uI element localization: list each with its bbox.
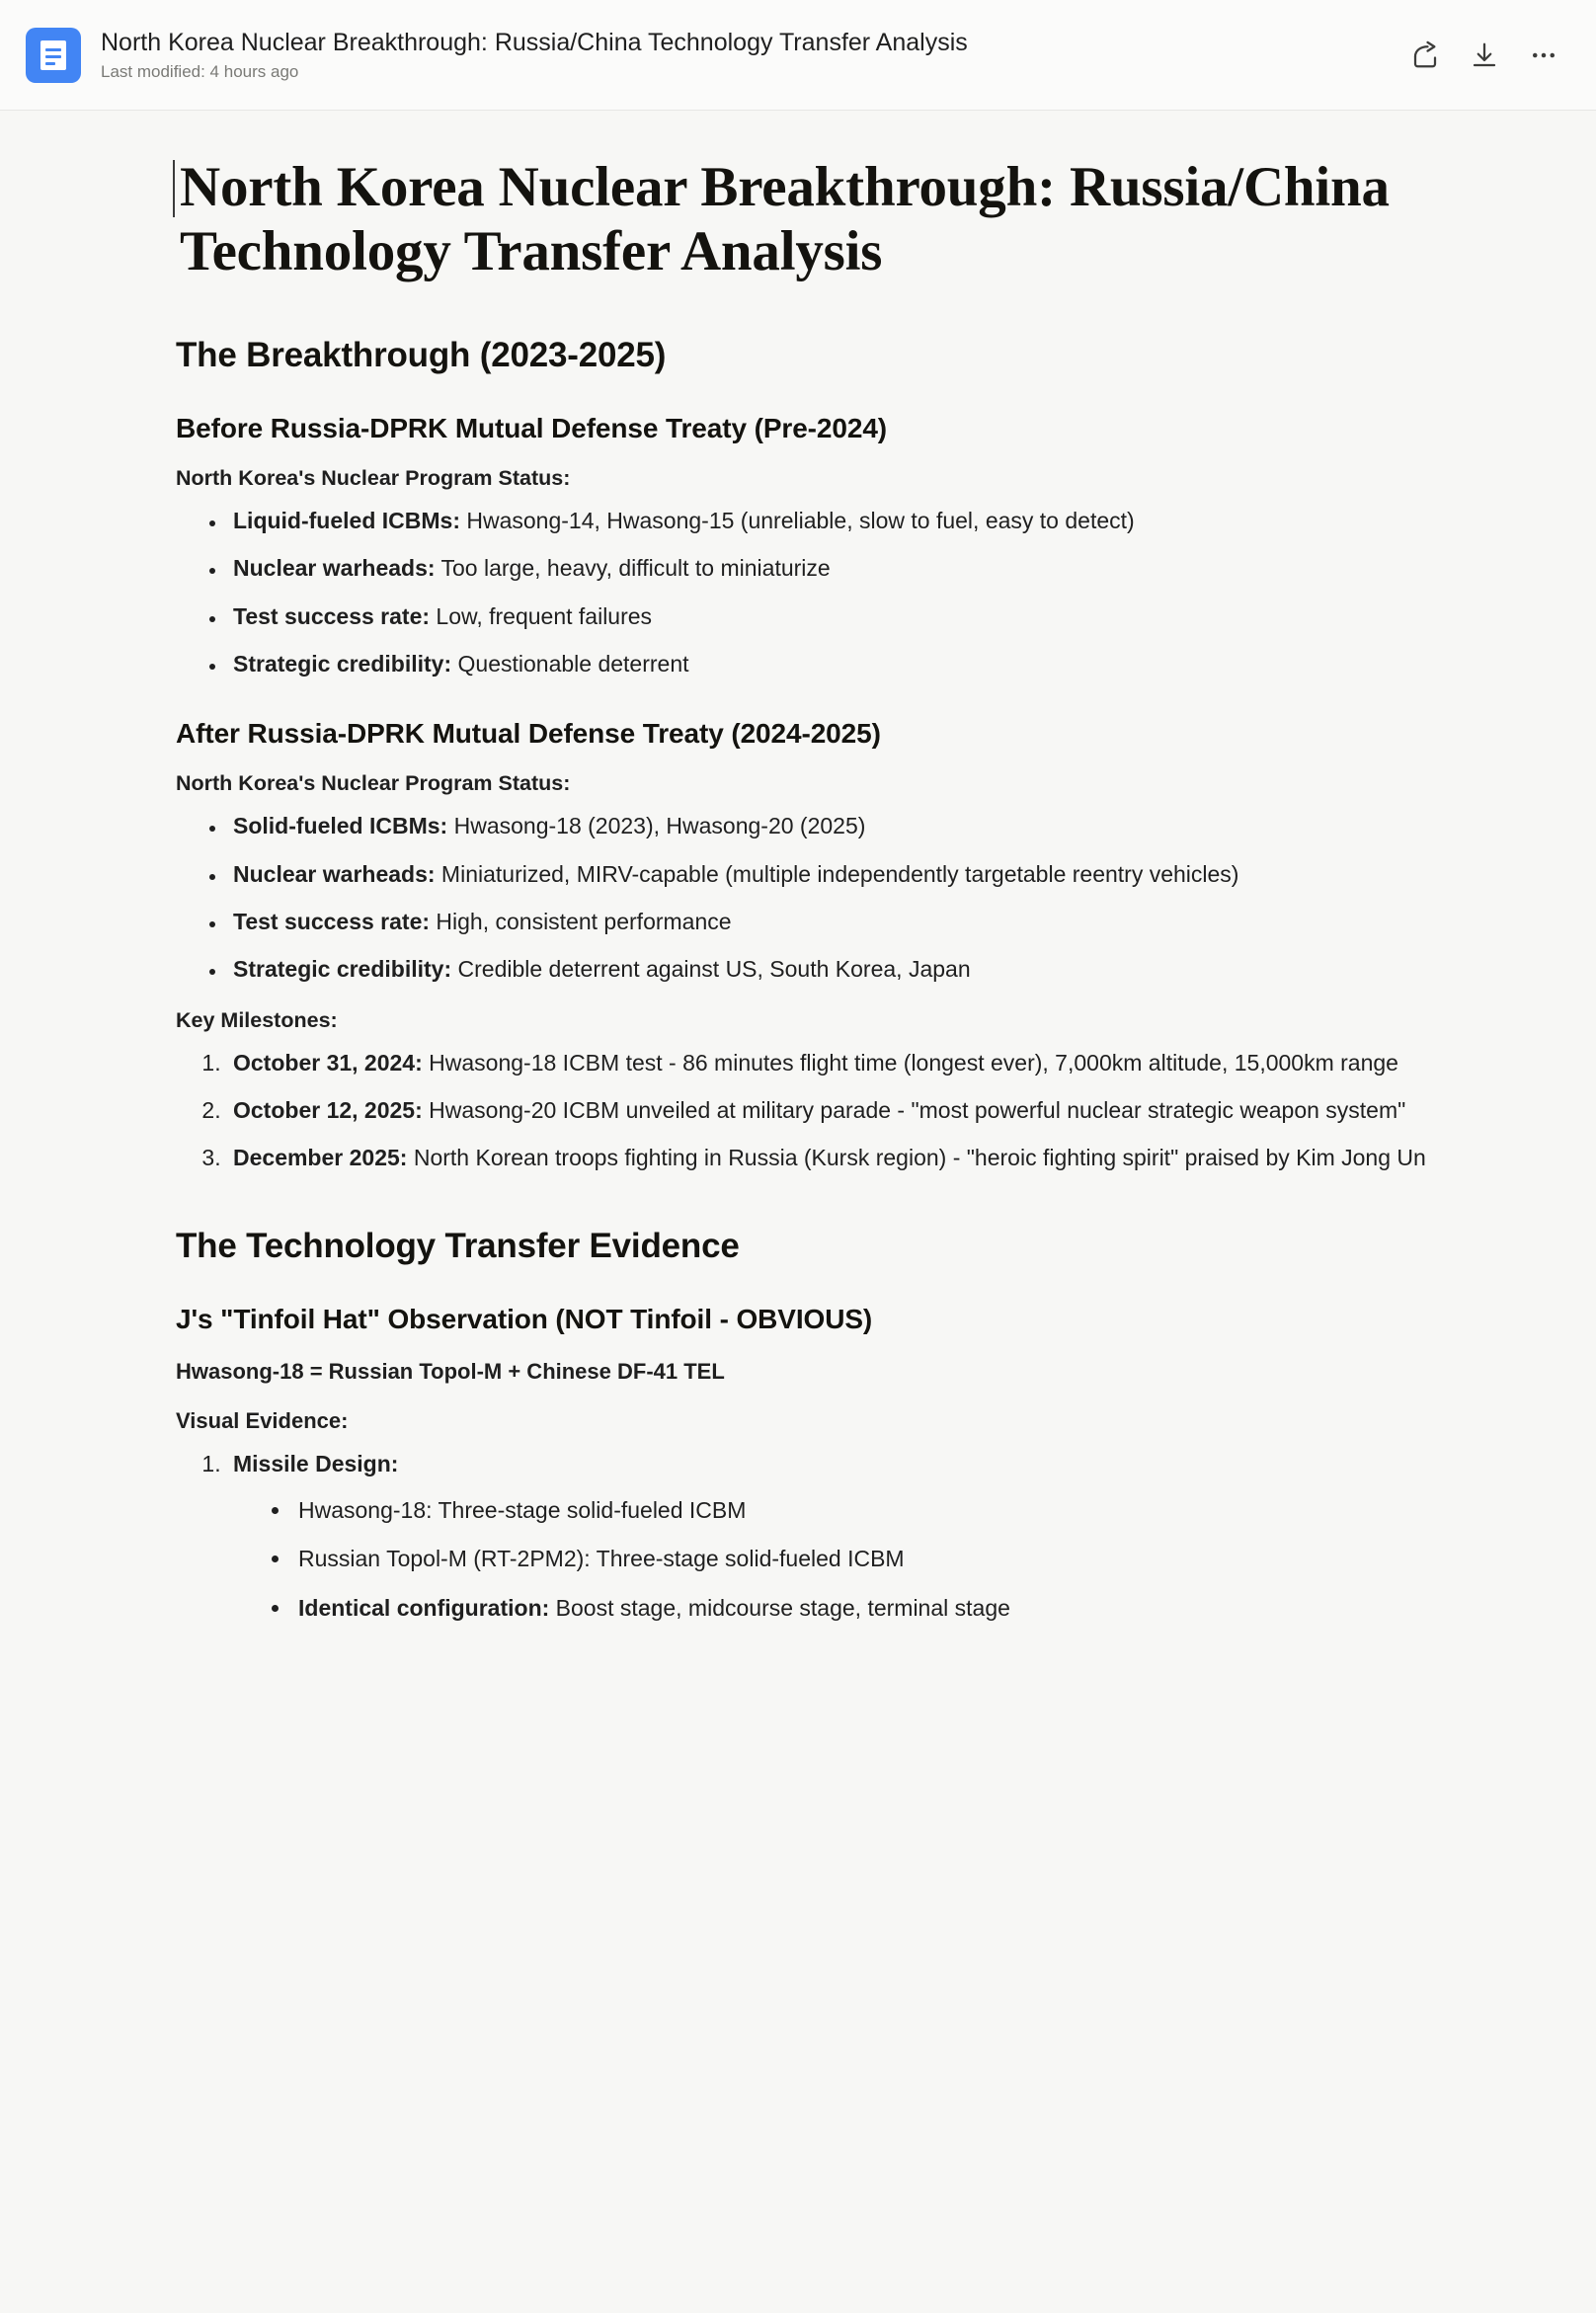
list-item-text: Miniaturized, MIRV-capable (multiple independently targetable reentry vehicles) [435, 860, 1239, 887]
subheading-after-treaty: After Russia-DPRK Mutual Defense Treaty (2024-2025) [176, 718, 881, 750]
section-heading-technology-transfer: The Technology Transfer Evidence [176, 1226, 740, 1265]
list-item-text: High, consistent performance [430, 909, 732, 934]
list-key-milestones [176, 1047, 1519, 1175]
list-item [292, 1494, 1519, 1527]
list-item [227, 552, 1519, 585]
list-item [227, 600, 1519, 633]
list-item-text: Credible deterrent against US, South Korea, Japan [451, 956, 971, 983]
list-item [227, 1094, 1519, 1127]
list-item-label: Liquid-fueled ICBMs: [233, 507, 460, 533]
nested-list-missile-design [233, 1494, 1519, 1625]
subheading-tinfoil-observation: J's "Tinfoil Hat" Observation (NOT Tinfoil - OBVIOUS) [176, 1303, 873, 1334]
google-docs-icon [26, 28, 81, 83]
lead-before-status: North Korea's Nuclear Program Status: [176, 465, 571, 490]
list-item-label: Nuclear warheads: [233, 555, 436, 582]
list-item [292, 1592, 1519, 1625]
list-item [227, 953, 1519, 986]
list-before-status [176, 505, 1519, 680]
list-visual-evidence [176, 1448, 1519, 1625]
list-item-text: Hwasong-18 ICBM test - 86 minutes flight time (longest ever), 7,000km altitude, 15,000km range [422, 1049, 1398, 1076]
list-item-label: Missile Design: [233, 1450, 399, 1476]
list-item [292, 1543, 1519, 1575]
list-item [227, 858, 1519, 891]
list-item [227, 505, 1519, 537]
list-item-label: Strategic credibility: [233, 956, 452, 983]
page-title: North Korea Nuclear Breakthrough: Russia/China Technology Transfer Analysis [176, 156, 1519, 284]
list-item [227, 1142, 1519, 1174]
list-item-label: Test success rate: [233, 602, 431, 629]
list-item-label: Strategic credibility: [233, 650, 452, 677]
list-item [227, 1448, 1519, 1625]
subheading-before-treaty: Before Russia-DPRK Mutual Defense Treaty (Pre-2024) [176, 412, 888, 443]
list-item-label: Nuclear warheads: [233, 860, 436, 887]
list-item-text: Questionable deterrent [451, 650, 689, 677]
list-item-text: Hwasong-20 ICBM unveiled at military parade - "most powerful nuclear strategic weapon system" [422, 1097, 1406, 1124]
list-item-text: Too large, heavy, difficult to miniaturize [435, 555, 831, 582]
document-body [0, 111, 1596, 1700]
list-item-text: Hwasong-18: Three-stage solid-fueled ICBM [298, 1497, 747, 1524]
list-after-status [176, 810, 1519, 986]
document-title-header: North Korea Nuclear Breakthrough: Russia/China Technology Transfer Analysis [101, 29, 968, 56]
header-text-block [101, 28, 1389, 82]
section-heading-breakthrough: The Breakthrough (2023-2025) [176, 335, 667, 374]
list-item [227, 810, 1519, 842]
list-item-text: North Korean troops fighting in Russia (Kursk region) - "heroic fighting spirit" praised by Kim Jong Un [407, 1145, 1426, 1171]
list-item-label: October 12, 2025: [233, 1097, 423, 1124]
list-item [227, 906, 1519, 938]
list-item [227, 1047, 1519, 1079]
list-item-label: December 2025: [233, 1145, 408, 1171]
list-item-text: Boost stage, midcourse stage, terminal stage [549, 1594, 1010, 1621]
lead-key-milestones: Key Milestones: [176, 1007, 338, 1032]
lead-after-status: North Korea's Nuclear Program Status: [176, 771, 571, 796]
list-item-text: Hwasong-14, Hwasong-15 (unreliable, slow to fuel, easy to detect) [459, 507, 1135, 533]
share-icon[interactable] [1408, 39, 1442, 72]
list-item-text: Low, frequent failures [430, 602, 653, 629]
more-options-icon[interactable] [1527, 39, 1560, 72]
document-header [0, 0, 1596, 111]
download-icon[interactable] [1468, 39, 1501, 72]
list-item-label: Identical configuration: [298, 1594, 550, 1621]
header-actions [1408, 39, 1566, 72]
list-item [227, 648, 1519, 680]
lead-visual-evidence: Visual Evidence: [176, 1407, 349, 1433]
last-modified-label: Last modified: 4 hours ago [101, 62, 299, 81]
list-item-text: Hwasong-18 (2023), Hwasong-20 (2025) [447, 813, 866, 839]
list-item-label: Test success rate: [233, 909, 431, 934]
list-item-text: Russian Topol-M (RT-2PM2): Three-stage solid-fueled ICBM [298, 1546, 905, 1572]
list-item-label: Solid-fueled ICBMs: [233, 813, 448, 839]
list-item-label: October 31, 2024: [233, 1049, 423, 1076]
equation-line: Hwasong-18 = Russian Topol-M + Chinese DF-41 TEL [176, 1358, 725, 1384]
